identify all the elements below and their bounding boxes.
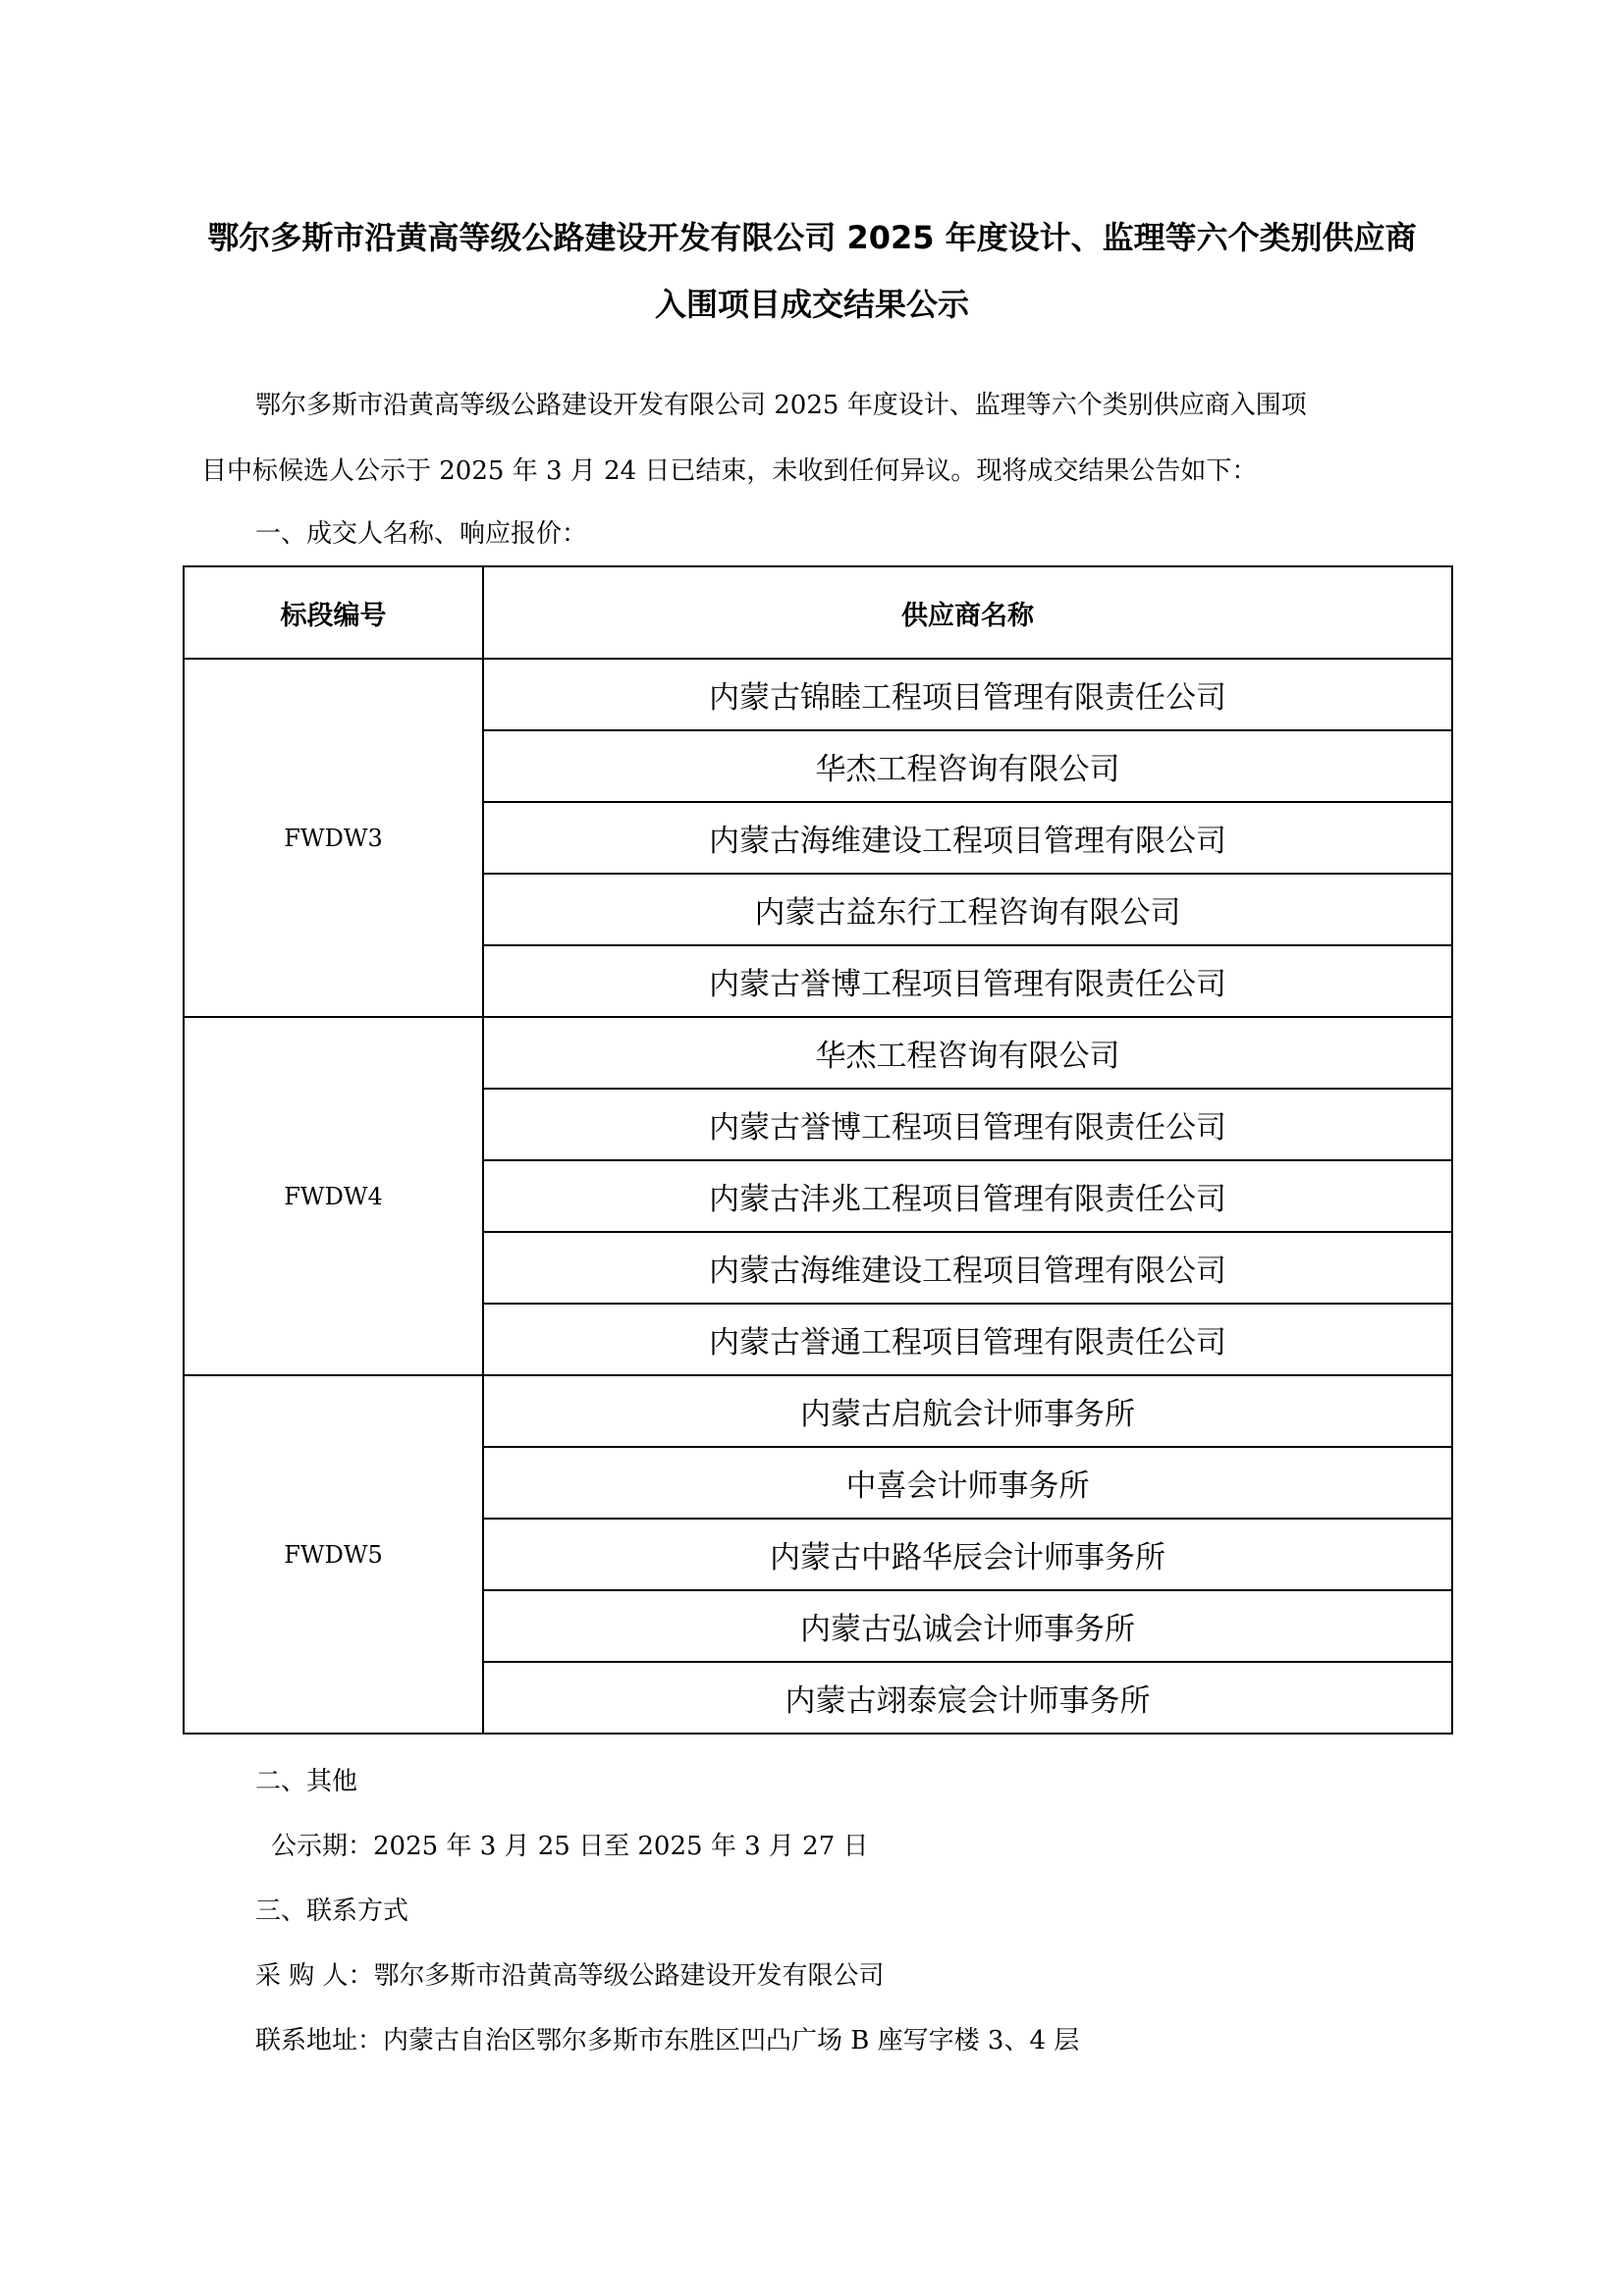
header-section-number: 标段编号 [184, 566, 483, 659]
supplier-cell: 内蒙古海维建设工程项目管理有限公司 [483, 802, 1452, 874]
table-header-row [184, 566, 1452, 659]
document-title-line2: 入围项目成交结果公示 [654, 286, 969, 323]
supplier-cell: 内蒙古誉博工程项目管理有限责任公司 [483, 1089, 1452, 1160]
buyer-line: 采 购 人：鄂尔多斯市沿黄高等级公路建设开发有限公司 [255, 1961, 885, 1991]
supplier-cell: 内蒙古誉博工程项目管理有限责任公司 [483, 945, 1452, 1017]
section3-heading: 三、联系方式 [255, 1896, 409, 1926]
section1-heading: 一、成交人名称、响应报价： [255, 519, 588, 549]
section2-heading: 二、其他 [255, 1767, 358, 1796]
supplier-cell: 内蒙古启航会计师事务所 [483, 1375, 1452, 1447]
section-cell-fwdw5: FWDW5 [184, 1375, 483, 1734]
table-row [184, 1017, 1452, 1089]
section-cell-fwdw3: FWDW3 [184, 659, 483, 1017]
table-row [184, 659, 1452, 730]
publicity-period: 公示期：2025 年 3 月 25 日至 2025 年 3 月 27 日 [271, 1832, 869, 1861]
supplier-cell: 内蒙古海维建设工程项目管理有限公司 [483, 1232, 1452, 1304]
intro-paragraph-line2: 目中标候选人公示于 2025 年 3 月 24 日已结束，未收到任何异议。现将成交结果公告如下： [201, 456, 1258, 486]
contact-address: 联系地址：内蒙古自治区鄂尔多斯市东胜区凹凸广场 B 座写字楼 3、4 层 [255, 2026, 1080, 2056]
supplier-cell: 内蒙古益东行工程咨询有限公司 [483, 874, 1452, 945]
supplier-cell: 内蒙古翊泰宸会计师事务所 [483, 1662, 1452, 1734]
result-table [183, 565, 1453, 1735]
supplier-cell: 中喜会计师事务所 [483, 1447, 1452, 1519]
document-title-line1: 鄂尔多斯市沿黄高等级公路建设开发有限公司 2025 年度设计、监理等六个类别供应商 [207, 219, 1417, 256]
supplier-cell: 内蒙古锦睦工程项目管理有限责任公司 [483, 659, 1452, 730]
supplier-cell: 内蒙古誉通工程项目管理有限责任公司 [483, 1304, 1452, 1375]
header-supplier-name: 供应商名称 [483, 566, 1452, 659]
supplier-cell: 内蒙古弘诚会计师事务所 [483, 1590, 1452, 1662]
supplier-cell: 内蒙古中路华辰会计师事务所 [483, 1519, 1452, 1590]
supplier-cell: 华杰工程咨询有限公司 [483, 1017, 1452, 1089]
table-row [184, 1375, 1452, 1447]
intro-paragraph-line1: 鄂尔多斯市沿黄高等级公路建设开发有限公司 2025 年度设计、监理等六个类别供应商入围项 [255, 391, 1307, 420]
supplier-cell: 华杰工程咨询有限公司 [483, 730, 1452, 802]
section-cell-fwdw4: FWDW4 [184, 1017, 483, 1375]
supplier-cell: 内蒙古沣兆工程项目管理有限责任公司 [483, 1160, 1452, 1232]
